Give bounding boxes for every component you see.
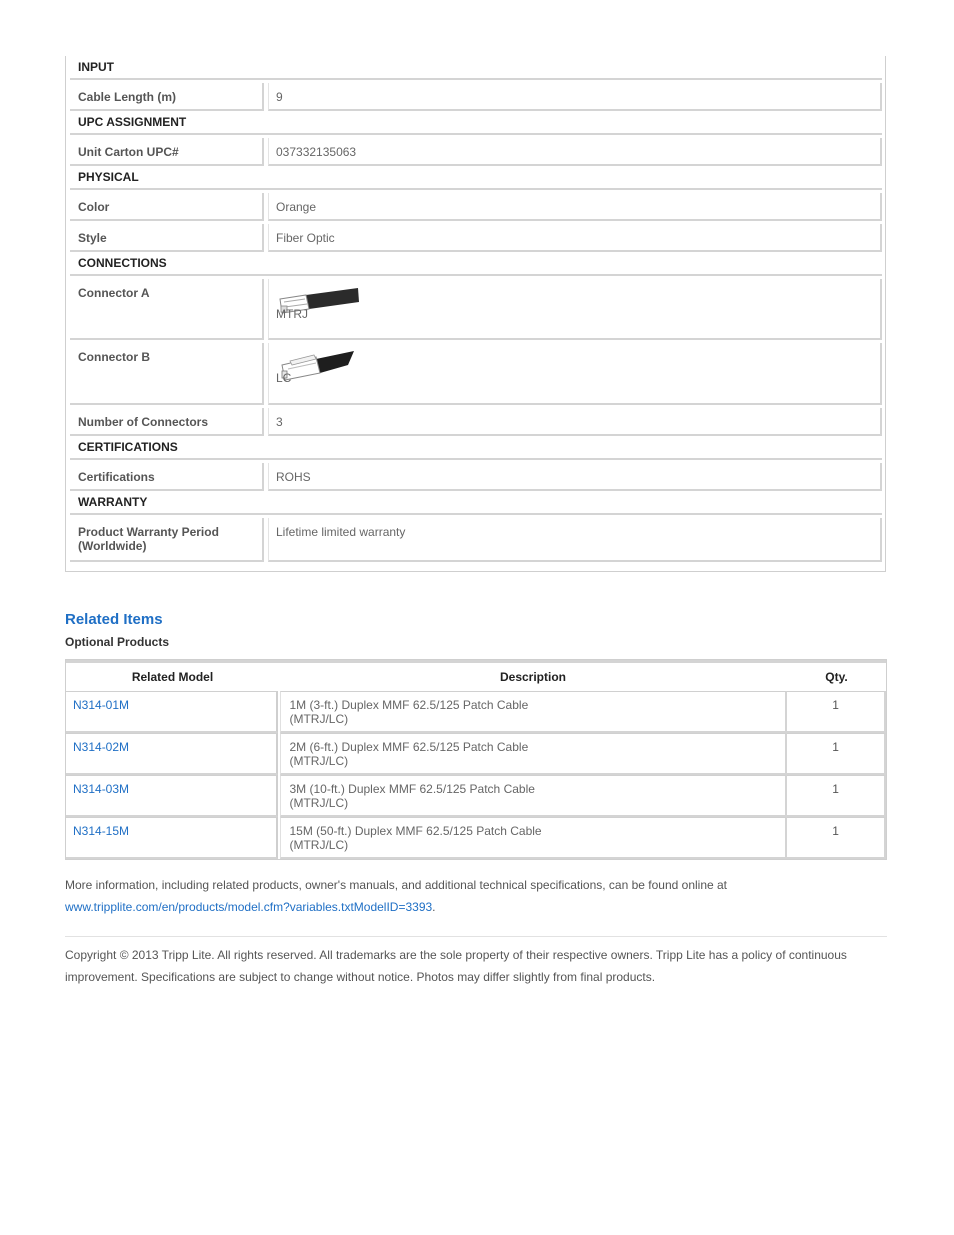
spec-value: 9 xyxy=(268,83,882,111)
spec-row-color xyxy=(70,193,882,221)
model-cell xyxy=(66,691,278,733)
table-row xyxy=(66,691,886,733)
section-heading-connections: CONNECTIONS xyxy=(70,252,882,276)
column-header-model: Related Model xyxy=(131,670,214,684)
spec-label: Number of Connectors xyxy=(70,408,264,436)
qty-cell: 1 xyxy=(787,733,886,775)
description-cell xyxy=(280,775,787,817)
section-heading-upc: UPC ASSIGNMENT xyxy=(70,111,882,135)
optional-products-subtitle: Optional Products xyxy=(65,635,170,649)
table-row xyxy=(66,775,886,817)
spec-label: Product Warranty Period (Worldwide) xyxy=(70,518,264,562)
model-link-n314-15m[interactable]: N314-15M xyxy=(73,824,130,838)
model-cell xyxy=(66,775,278,817)
related-items-title: Related Items xyxy=(65,611,163,628)
specifications-table xyxy=(65,56,886,572)
column-header-description: Description xyxy=(499,670,566,684)
spec-row-connector-a xyxy=(70,279,882,340)
table-header xyxy=(66,660,886,691)
more-information-text xyxy=(65,874,895,918)
spec-label: Cable Length (m) xyxy=(70,83,264,111)
spec-row-unit-carton-upc xyxy=(70,138,882,166)
spec-value-connector-a xyxy=(268,279,882,340)
spec-label: Style xyxy=(70,224,264,252)
spec-value: Fiber Optic xyxy=(268,224,882,252)
table-row xyxy=(66,733,886,775)
qty-cell: 1 xyxy=(787,817,886,859)
connector-a-type: MTRJ xyxy=(276,307,308,321)
spec-value: ROHS xyxy=(268,463,882,491)
spec-row-style xyxy=(70,224,882,252)
spec-row-number-of-connectors xyxy=(70,408,882,436)
description-cell xyxy=(280,691,787,733)
section-heading-input: INPUT xyxy=(70,56,882,80)
model-cell xyxy=(66,733,278,775)
description-cell xyxy=(280,733,787,775)
spec-label: Connector A xyxy=(70,279,264,340)
related-products-table xyxy=(65,659,887,860)
spec-row-connector-b xyxy=(70,343,882,405)
description-line: 15M (50-ft.) Duplex MMF 62.5/125 Patch Cable xyxy=(289,824,542,838)
model-link-n314-02m[interactable]: N314-02M xyxy=(73,740,130,754)
more-info-sentence: More information, including related products, owner's manuals, and additional technical specifications, can be found online at xyxy=(65,878,728,892)
model-link-n314-01m[interactable]: N314-01M xyxy=(73,698,130,712)
description-line: (MTRJ/LC) xyxy=(289,712,349,726)
spec-label: Connector B xyxy=(70,343,264,405)
spec-value-connector-b xyxy=(268,343,882,405)
spec-value: Lifetime limited warranty xyxy=(268,518,882,562)
table-row xyxy=(66,817,886,859)
more-info-period: . xyxy=(432,900,436,914)
description-line: 2M (6-ft.) Duplex MMF 62.5/125 Patch Cable xyxy=(289,740,529,754)
qty-cell: 1 xyxy=(787,691,886,733)
description-cell xyxy=(280,817,787,859)
qty-cell: 1 xyxy=(787,775,886,817)
section-heading-certifications: CERTIFICATIONS xyxy=(70,436,882,460)
spec-label: Unit Carton UPC# xyxy=(70,138,264,166)
column-header-qty: Qty. xyxy=(825,670,848,684)
spec-row-warranty-period xyxy=(70,518,882,562)
spec-value: 3 xyxy=(268,408,882,436)
description-line: 1M (3-ft.) Duplex MMF 62.5/125 Patch Cable xyxy=(289,698,529,712)
spec-value: 037332135063 xyxy=(268,138,882,166)
spec-row-certifications xyxy=(70,463,882,491)
spec-label: Certifications xyxy=(70,463,264,491)
copyright-notice: Copyright © 2013 Tripp Lite. All rights reserved. All trademarks are the sole property of their respective owners. Tripp Lite has a policy of continuous improvement. Specifications are subject to change without notice. Photos may differ slightly from final products. xyxy=(65,948,847,984)
description-line: (MTRJ/LC) xyxy=(289,838,349,852)
section-heading-physical: PHYSICAL xyxy=(70,166,882,190)
model-link-n314-03m[interactable]: N314-03M xyxy=(73,782,130,796)
product-page-link[interactable]: www.tripplite.com/en/products/model.cfm?variables.txtModelID=3393 xyxy=(65,900,433,914)
model-cell xyxy=(66,817,278,859)
description-line: 3M (10-ft.) Duplex MMF 62.5/125 Patch Cable xyxy=(289,782,535,796)
connector-b-type: LC xyxy=(276,371,292,385)
spec-label: Color xyxy=(70,193,264,221)
footer-divider xyxy=(65,936,887,937)
spec-row-cable-length xyxy=(70,83,882,111)
description-line: (MTRJ/LC) xyxy=(289,796,349,810)
section-heading-warranty: WARRANTY xyxy=(70,491,882,515)
description-line: (MTRJ/LC) xyxy=(289,754,349,768)
spec-value: Orange xyxy=(268,193,882,221)
